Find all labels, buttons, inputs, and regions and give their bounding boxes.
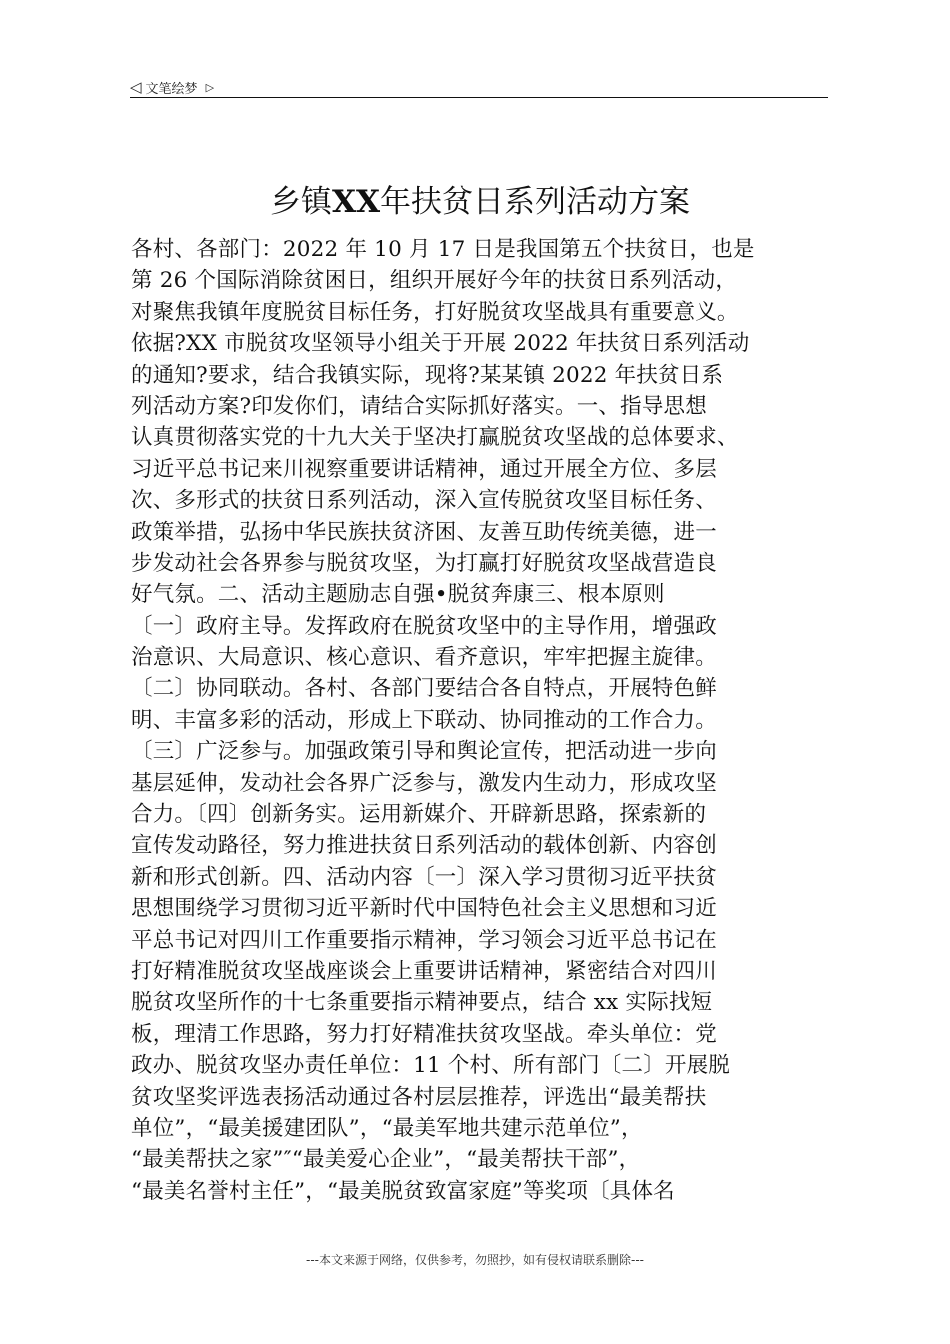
body-line: 依据?XX 市脱贫攻坚领导小组关于开展 2022 年扶贫日系列活动	[131, 331, 750, 357]
triangle-right-icon: ▷	[205, 80, 215, 94]
footer-disclaimer: ---本文来源于网络，仅供参考，勿照抄，如有侵权请联系删除---	[306, 1253, 644, 1267]
body-line: “最美名誉村主任”，“最美脱贫致富家庭”等奖项〔具体名	[131, 1178, 675, 1204]
body-line: 好气氛。二、活动主题励志自强•脱贫奔康三、根本原则	[131, 582, 665, 608]
body-line: 板，理清工作思路，努力打好精准扶贫攻坚战。牵头单位：党	[131, 1021, 717, 1047]
document-title	[130, 180, 830, 224]
body-line: 平总书记对四川工作重要指示精神，学习领会习近平总书记在	[131, 927, 717, 953]
body-line: 政办、脱贫攻坚办责任单位：11 个村、所有部门〔二〕开展脱	[131, 1053, 730, 1079]
body-line: 贫攻坚奖评选表扬活动通过各村层层推荐，评选出“最美帮扶	[131, 1084, 707, 1110]
title-prefix: 乡镇	[269, 184, 332, 220]
body-line: 合力。〔四〕创新务实。运用新媒介、开辟新思路，探索新的	[131, 802, 707, 828]
page-header	[130, 76, 828, 98]
document-body	[131, 234, 831, 1207]
body-line: 脱贫攻坚所作的十七条重要指示精神要点，结合 xx 实际找短	[131, 990, 713, 1016]
body-line: 列活动方案?印发你们，请结合实际抓好落实。一、指导思想	[131, 393, 707, 419]
body-line: 〔二〕协同联动。各村、各部门要结合各自特点，开展特色鲜	[131, 676, 717, 702]
body-line: 打好精准脱贫攻坚战座谈会上重要讲话精神，紧密结合对四川	[131, 958, 717, 984]
body-line: 政策举措，弘扬中华民族扶贫济困、友善互助传统美德，进一	[131, 519, 717, 545]
body-line: 〔三〕广泛参与。加强政策引导和舆论宣传，把活动进一步向	[131, 739, 717, 765]
body-line: 基层延伸，发动社会各界广泛参与，激发内生动力，形成攻坚	[131, 770, 717, 796]
title-xx: XX	[331, 184, 381, 220]
body-line: 的通知?要求，结合我镇实际，现将?某某镇 2022 年扶贫日系	[131, 362, 724, 388]
body-line: 新和形式创新。四、活动内容〔一〕深入学习贯彻习近平扶贫	[131, 864, 717, 890]
body-line: 第 26 个国际消除贫困日，组织开展好今年的扶贫日系列活动，	[131, 268, 738, 294]
body-line: 思想围绕学习贯彻习近平新时代中国特色社会主义思想和习近	[131, 896, 717, 922]
body-line: 各村、各部门：2022 年 10 月 17 日是我国第五个扶贫日，也是	[131, 237, 755, 262]
body-line: 治意识、大局意识、核心意识、看齐意识，牢牢把握主旋律。	[131, 645, 717, 671]
header-label: 文笔绘梦	[145, 81, 198, 97]
body-line: 习近平总书记来川视察重要讲话精神，通过开展全方位、多层	[131, 456, 717, 482]
body-line: 宣传发动路径，努力推进扶贫日系列活动的载体创新、内容创	[131, 833, 717, 859]
body-line: 明、丰富多彩的活动，形成上下联动、协同推动的工作合力。	[131, 707, 717, 733]
body-line: 〔一〕政府主导。发挥政府在脱贫攻坚中的主导作用，增强政	[131, 613, 717, 639]
body-line: 步发动社会各界参与脱贫攻坚，为打赢打好脱贫攻坚战营造良	[131, 550, 717, 576]
triangle-left-icon: ◁	[130, 77, 142, 96]
title-suffix: 年扶贫日系列活动方案	[380, 184, 691, 220]
body-line: “最美帮扶之家”″“最美爱心企业”，“最美帮扶干部”，	[131, 1147, 641, 1173]
body-line: 单位”，“最美援建团队”，“最美军地共建示范单位”，	[131, 1115, 643, 1141]
body-line: 对聚焦我镇年度脱贫目标任务，打好脱贫攻坚战具有重要意义。	[131, 299, 739, 325]
header-divider	[130, 97, 828, 98]
body-line: 认真贯彻落实党的十九大关于坚决打赢脱贫攻坚战的总体要求、	[131, 425, 739, 451]
body-line: 次、多形式的扶贫日系列活动，深入宣传脱贫攻坚目标任务、	[131, 488, 717, 514]
